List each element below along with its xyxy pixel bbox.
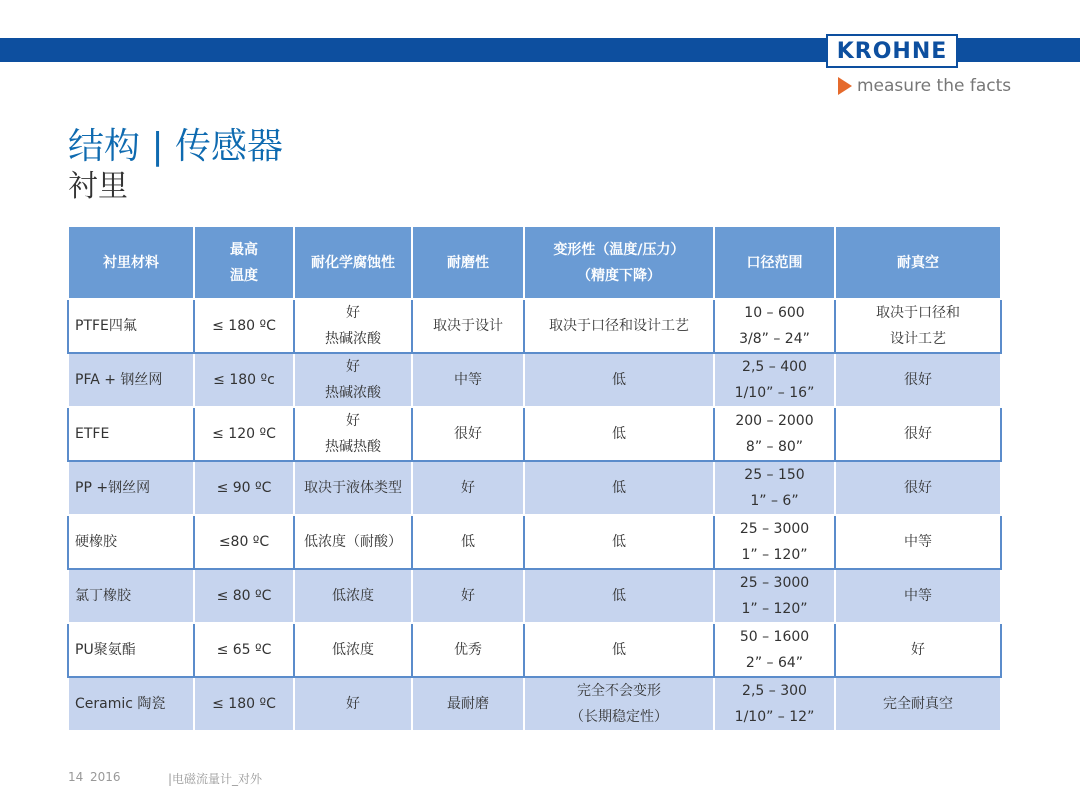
page-title: 结构 | 传感器 xyxy=(68,126,284,167)
cell-line: 很好 xyxy=(454,426,482,442)
header-line: 变形性（温度/压力） xyxy=(553,241,685,258)
table-cell-temp: ≤ 180 ºC xyxy=(194,677,294,731)
table-cell-wear xyxy=(412,407,524,461)
cell-line: 取决于液体类型 xyxy=(304,480,402,496)
table-cell-chem xyxy=(294,407,412,461)
header-line: 衬里材料 xyxy=(103,254,159,271)
table-cell-material: PU聚氨酯 xyxy=(68,623,194,677)
cell-line: 取决于口径和设计工艺 xyxy=(549,318,689,334)
table-cell-vacuum xyxy=(835,461,1001,515)
cell-line: 好 xyxy=(911,642,925,658)
table-cell-material: 硬橡胶 xyxy=(68,515,194,569)
cell-line: 1” – 120” xyxy=(741,547,808,563)
cell-line: 中等 xyxy=(454,372,482,388)
table-cell-material: 氯丁橡胶 xyxy=(68,569,194,623)
table-row xyxy=(68,623,1001,677)
table-cell-wear xyxy=(412,353,524,407)
cell-line: 1/10” – 12” xyxy=(734,709,815,725)
cell-line: 优秀 xyxy=(454,642,482,658)
cell-line: 1/10” – 16” xyxy=(734,385,815,401)
footer-year: 2016 xyxy=(90,770,121,784)
cell-line: 好 xyxy=(346,305,360,321)
column-header xyxy=(714,226,835,299)
cell-line: 好 xyxy=(346,696,360,712)
cell-line: 低 xyxy=(461,534,475,550)
cell-line: 50 – 1600 xyxy=(739,629,810,645)
table-cell-temp: ≤ 90 ºC xyxy=(194,461,294,515)
cell-line: 好 xyxy=(346,359,360,375)
cell-line: 完全不会变形 xyxy=(577,683,661,699)
logo-text: KROHNE xyxy=(836,38,948,64)
table-header-row xyxy=(68,226,1001,299)
table-row xyxy=(68,677,1001,731)
header-line: 耐真空 xyxy=(897,254,939,271)
cell-line: 25 – 3000 xyxy=(739,575,810,591)
table-cell-chem xyxy=(294,461,412,515)
table-cell-wear xyxy=(412,515,524,569)
column-header xyxy=(68,226,194,299)
cell-line: 2” – 64” xyxy=(745,655,804,671)
table-cell-size xyxy=(714,299,835,353)
cell-line: 8” – 80” xyxy=(745,439,804,455)
table-body xyxy=(68,299,1001,731)
cell-line: 取决于设计 xyxy=(433,318,503,334)
table-cell-vacuum xyxy=(835,623,1001,677)
table-cell-temp: ≤ 120 ºC xyxy=(194,407,294,461)
table-cell-size xyxy=(714,677,835,731)
table-cell-vacuum xyxy=(835,299,1001,353)
cell-line: 热碱浓酸 xyxy=(325,385,381,401)
table-cell-material: PFA + 钢丝网 xyxy=(68,353,194,407)
cell-line: 最耐磨 xyxy=(447,696,489,712)
cell-line: 热碱浓酸 xyxy=(325,331,381,347)
table-cell-material: Ceramic 陶瓷 xyxy=(68,677,194,731)
table-cell-material: PTFE四氟 xyxy=(68,299,194,353)
header-line: 最高 xyxy=(230,241,258,258)
cell-line: 低浓度（耐酸） xyxy=(304,534,402,550)
table-cell-deform xyxy=(524,623,714,677)
table-cell-vacuum xyxy=(835,353,1001,407)
table-cell-vacuum xyxy=(835,677,1001,731)
table-cell-wear xyxy=(412,569,524,623)
table-cell-size xyxy=(714,407,835,461)
table-row xyxy=(68,569,1001,623)
table-cell-deform xyxy=(524,353,714,407)
table-cell-size xyxy=(714,623,835,677)
table-cell-chem xyxy=(294,623,412,677)
cell-line: 中等 xyxy=(904,588,932,604)
cell-line: 10 – 600 xyxy=(744,305,805,321)
table-cell-size xyxy=(714,515,835,569)
table-cell-wear xyxy=(412,299,524,353)
cell-line: 3/8” – 24” xyxy=(739,331,810,347)
cell-line: 低浓度 xyxy=(332,588,374,604)
table-row xyxy=(68,407,1001,461)
table-cell-size xyxy=(714,353,835,407)
cell-line: 低 xyxy=(612,642,626,658)
table-cell-wear xyxy=(412,677,524,731)
table-row xyxy=(68,299,1001,353)
table-cell-wear xyxy=(412,623,524,677)
header-line: 耐磨性 xyxy=(447,254,489,271)
table-cell-deform xyxy=(524,677,714,731)
table-row xyxy=(68,353,1001,407)
tagline xyxy=(838,76,1011,96)
column-header xyxy=(835,226,1001,299)
table-cell-chem xyxy=(294,353,412,407)
cell-line: 2,5 – 400 xyxy=(742,359,807,375)
table-cell-chem xyxy=(294,299,412,353)
cell-line: 取决于口径和 xyxy=(876,305,960,321)
cell-line: 25 – 150 xyxy=(744,467,805,483)
table-cell-vacuum xyxy=(835,515,1001,569)
cell-line: 2,5 – 300 xyxy=(742,683,807,699)
table-cell-size xyxy=(714,569,835,623)
table-row xyxy=(68,461,1001,515)
column-header xyxy=(294,226,412,299)
table-cell-material: ETFE xyxy=(68,407,194,461)
cell-line: 1” – 120” xyxy=(741,601,808,617)
krohne-logo xyxy=(826,34,958,68)
tagline-text: measure the facts xyxy=(857,76,1012,96)
cell-line: 热碱热酸 xyxy=(325,439,381,455)
lining-table xyxy=(67,225,1002,732)
table-cell-vacuum xyxy=(835,569,1001,623)
header-line: （精度下降） xyxy=(577,267,661,284)
table-cell-chem xyxy=(294,677,412,731)
table-cell-size xyxy=(714,461,835,515)
table-cell-wear xyxy=(412,461,524,515)
table-cell-chem xyxy=(294,569,412,623)
header-line: 口径范围 xyxy=(746,254,803,271)
cell-line: 设计工艺 xyxy=(890,331,946,347)
table-cell-deform xyxy=(524,515,714,569)
column-header xyxy=(194,226,294,299)
table-cell-deform xyxy=(524,569,714,623)
footer-doc-title: |电磁流量计_对外 xyxy=(168,772,263,786)
table-cell-deform xyxy=(524,461,714,515)
cell-line: 200 – 2000 xyxy=(735,413,814,429)
table-cell-material: PP +钢丝网 xyxy=(68,461,194,515)
cell-line: 好 xyxy=(346,413,360,429)
cell-line: 低 xyxy=(612,426,626,442)
table-cell-temp: ≤ 180 ºc xyxy=(194,353,294,407)
cell-line: 1” – 6” xyxy=(750,493,799,509)
column-header xyxy=(412,226,524,299)
table-cell-deform xyxy=(524,299,714,353)
cell-line: 低 xyxy=(612,588,626,604)
cell-line: 25 – 3000 xyxy=(739,521,810,537)
cell-line: 中等 xyxy=(904,534,932,550)
table-cell-vacuum xyxy=(835,407,1001,461)
table-row xyxy=(68,515,1001,569)
table-cell-chem xyxy=(294,515,412,569)
table-cell-temp: ≤ 180 ºC xyxy=(194,299,294,353)
cell-line: 低 xyxy=(612,480,626,496)
table-cell-temp: ≤80 ºC xyxy=(194,515,294,569)
cell-line: （长期稳定性） xyxy=(570,709,668,725)
cell-line: 低浓度 xyxy=(332,642,374,658)
cell-line: 很好 xyxy=(904,372,932,388)
table-cell-deform xyxy=(524,407,714,461)
cell-line: 完全耐真空 xyxy=(883,696,953,712)
table-cell-temp: ≤ 80 ºC xyxy=(194,569,294,623)
page-subtitle: 衬里 xyxy=(68,169,128,204)
table-cell-temp: ≤ 65 ºC xyxy=(194,623,294,677)
cell-line: 低 xyxy=(612,372,626,388)
cell-line: 很好 xyxy=(904,480,932,496)
header-line: 温度 xyxy=(230,267,258,284)
column-header xyxy=(524,226,714,299)
cell-line: 很好 xyxy=(904,426,932,442)
arrow-icon xyxy=(838,77,852,95)
page-number: 14 xyxy=(68,770,84,784)
header-line: 耐化学腐蚀性 xyxy=(311,254,395,271)
cell-line: 低 xyxy=(612,534,626,550)
cell-line: 好 xyxy=(461,588,475,604)
cell-line: 好 xyxy=(461,480,475,496)
